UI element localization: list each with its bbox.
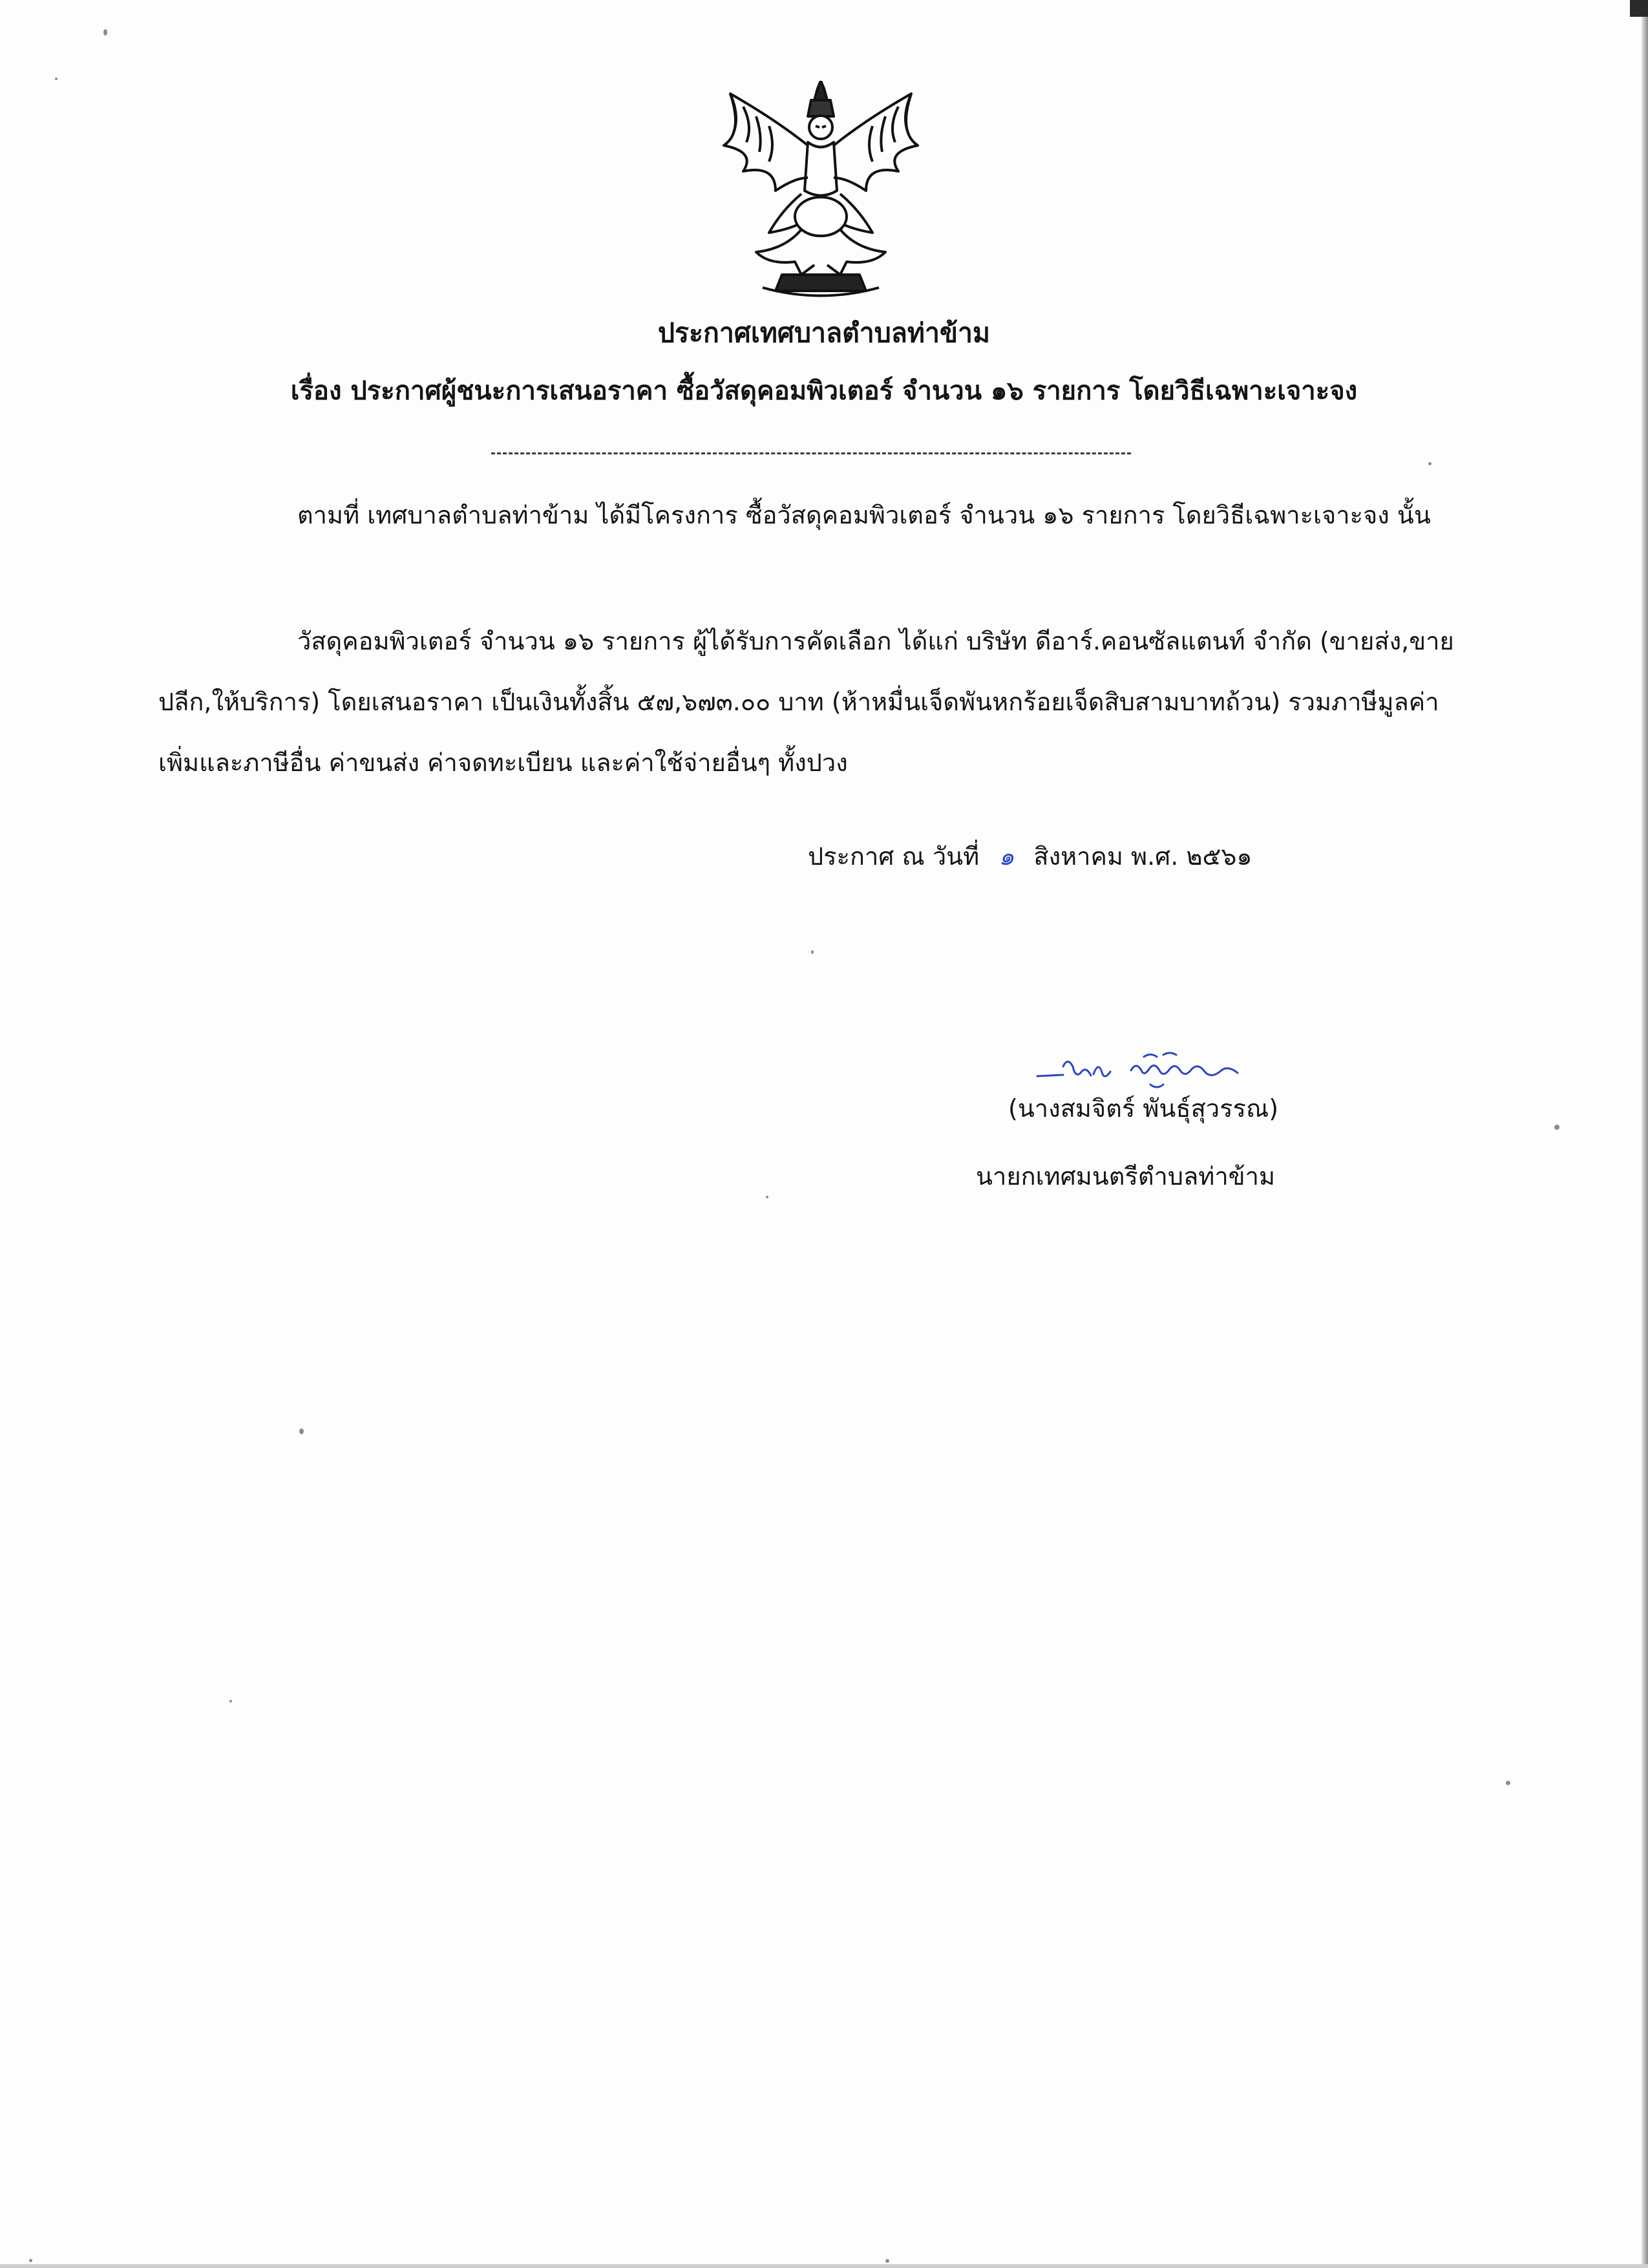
scan-speck <box>811 950 814 954</box>
scan-speck <box>885 2259 889 2263</box>
announce-date-line <box>808 840 1252 873</box>
scan-speck <box>299 1428 304 1434</box>
paragraph-award: วัสดุคอมพิวเตอร์ จำนวน ๑๖ รายการ ผู้ได้รับการคัดเลือก ได้แก่ บริษัท ดีอาร์.คอนซัลแตนท์ จำกัด (ขายส่ง,ขายปลีก,ให้บริการ) โดยเสนอราคา เป็นเงินทั้งสิ้น ๕๗,๖๗๓.๐๐ บาท (ห้าหมื่นเจ็ดพันหกร้อยเจ็ดสิบสามบาทถ้วน) รวมภาษีมูลค่าเพิ่มและภาษีอื่น ค่าขนส่ง ค่าจดทะเบียน และค่าใช้จ่ายอื่นๆ ทั้งปวง <box>158 627 1454 777</box>
scan-speck <box>1506 1781 1510 1785</box>
announce-month-year: สิงหาคม พ.ศ. ๒๕๖๑ <box>1033 842 1252 871</box>
scan-speck <box>103 29 107 36</box>
scan-speck <box>229 1700 232 1702</box>
signer-name: (นางสมจิตร์ พันธุ์สุวรรณ) <box>1008 1094 1279 1123</box>
handwritten-signature <box>1034 1028 1247 1099</box>
garuda-emblem <box>704 81 937 301</box>
announce-day-handwritten: ๑ <box>998 842 1015 871</box>
signer-position: นายกเทศมนตรีตำบลท่าข้าม <box>976 1162 1276 1191</box>
scan-speck <box>1554 1125 1559 1130</box>
scan-speck <box>766 1196 768 1198</box>
scan-speck <box>1428 462 1431 465</box>
scan-speck <box>29 2259 32 2262</box>
announce-date-prefix: ประกาศ ณ วันที่ <box>808 842 980 871</box>
dashed-separator <box>491 452 1131 454</box>
document-title: ประกาศเทศบาลตำบลท่าข้าม <box>657 317 991 348</box>
scan-edge-bottom <box>0 2264 1648 2268</box>
paragraph-project: ตามที่ เทศบาลตำบลท่าข้าม ได้มีโครงการ ซื้อวัสดุคอมพิวเตอร์ จำนวน ๑๖ รายการ โดยวิธีเฉพาะเจาะจง นั้น <box>297 501 1431 529</box>
document-subject: เรื่อง ประกาศผู้ชนะการเสนอราคา ซื้อวัสดุคอมพิวเตอร์ จำนวน ๑๖ รายการ โดยวิธีเฉพาะเจาะจง <box>290 376 1358 406</box>
scan-speck <box>55 78 58 80</box>
scan-corner-mark <box>1630 0 1648 17</box>
